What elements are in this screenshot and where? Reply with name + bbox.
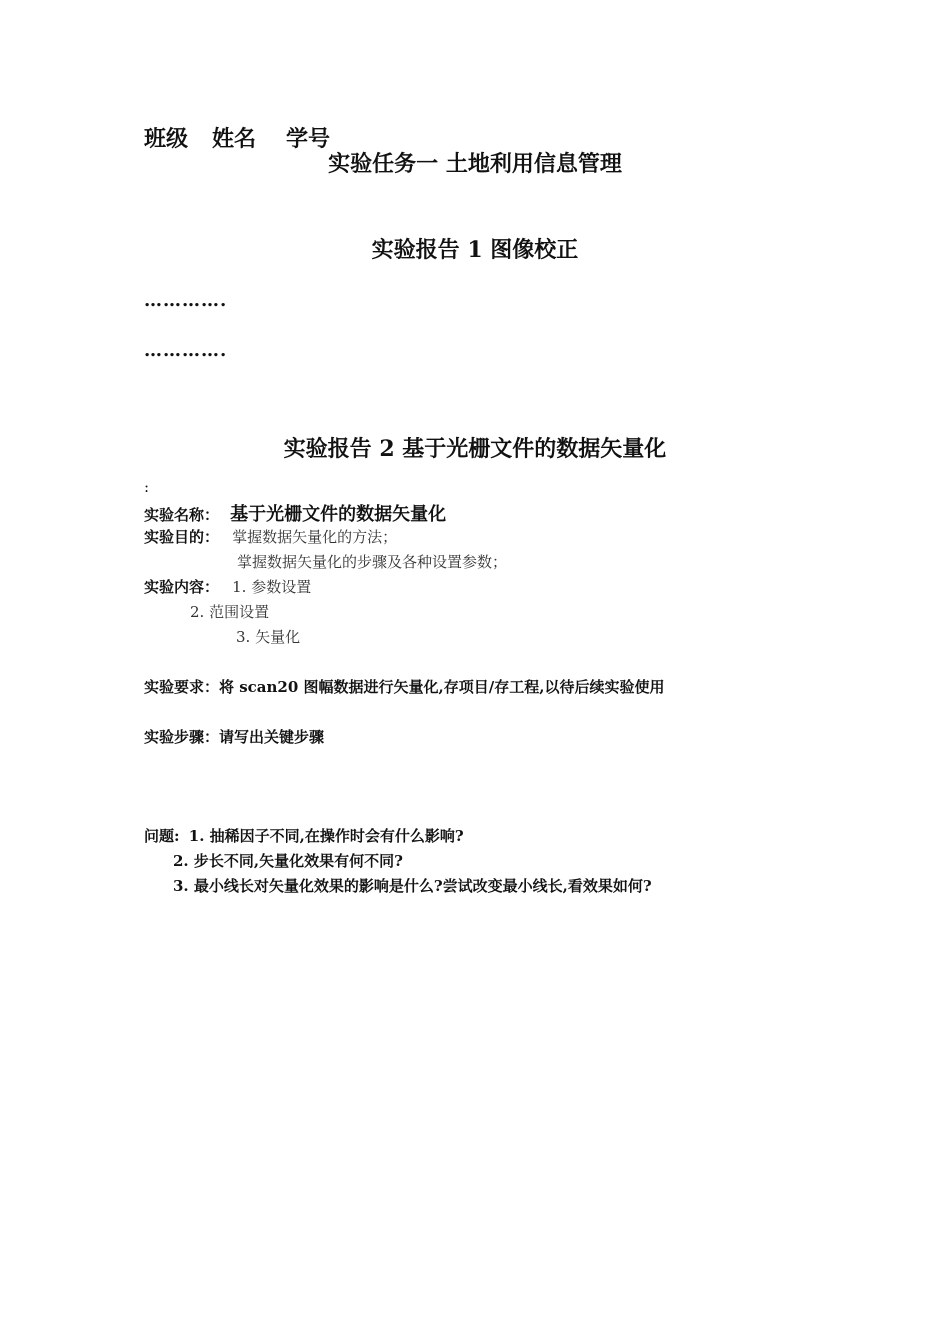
experiment-purpose-row xyxy=(144,526,397,547)
questions-label: 问题: xyxy=(144,827,180,845)
question-row-1 xyxy=(144,825,464,846)
experiment-name-row xyxy=(144,500,446,526)
experiment-requirement: 实验要求：将 scan20 图幅数据进行矢量化,存项目/存工程,以待后续实验使用 xyxy=(144,678,665,696)
report1-placeholder-1: …………. xyxy=(144,290,228,311)
question-1: 1. 抽稀因子不同,在操作时会有什么影响? xyxy=(188,827,464,845)
student-id-label: 学号 xyxy=(286,126,331,152)
report1-title: 实验报告 1 图像校正 xyxy=(371,237,579,263)
content-item-2: 2. 范围设置 xyxy=(190,603,270,621)
question-3: 3. 最小线长对矢量化效果的影响是什么?尝试改变最小线长,看效果如何? xyxy=(173,877,652,895)
content-item-3: 3. 矢量化 xyxy=(236,628,301,646)
report1-placeholder-2: …………. xyxy=(144,340,228,361)
experiment-content-label: 实验内容： xyxy=(144,578,220,596)
experiment-content-row xyxy=(144,576,311,597)
purpose-line-2: 掌握数据矢量化的步骤及各种设置参数； xyxy=(237,553,508,571)
experiment-steps: 实验步骤：请写出关键步骤 xyxy=(144,728,325,746)
report2-colon: : xyxy=(144,478,150,496)
name-label: 姓名 xyxy=(212,126,257,152)
report2-title: 实验报告 2 基于光栅文件的数据矢量化 xyxy=(283,436,667,462)
experiment-name-value: 基于光栅文件的数据矢量化 xyxy=(230,504,447,525)
question-2: 2. 步长不同,矢量化效果有何不同? xyxy=(173,852,403,870)
purpose-line-1: 掌握数据矢量化的方法； xyxy=(232,528,398,546)
class-label: 班级 xyxy=(144,126,189,152)
task-title: 实验任务一 土地利用信息管理 xyxy=(328,151,622,177)
experiment-purpose-label: 实验目的： xyxy=(144,528,220,546)
content-item-1: 1. 参数设置 xyxy=(232,578,312,596)
experiment-name-label: 实验名称： xyxy=(144,506,220,524)
